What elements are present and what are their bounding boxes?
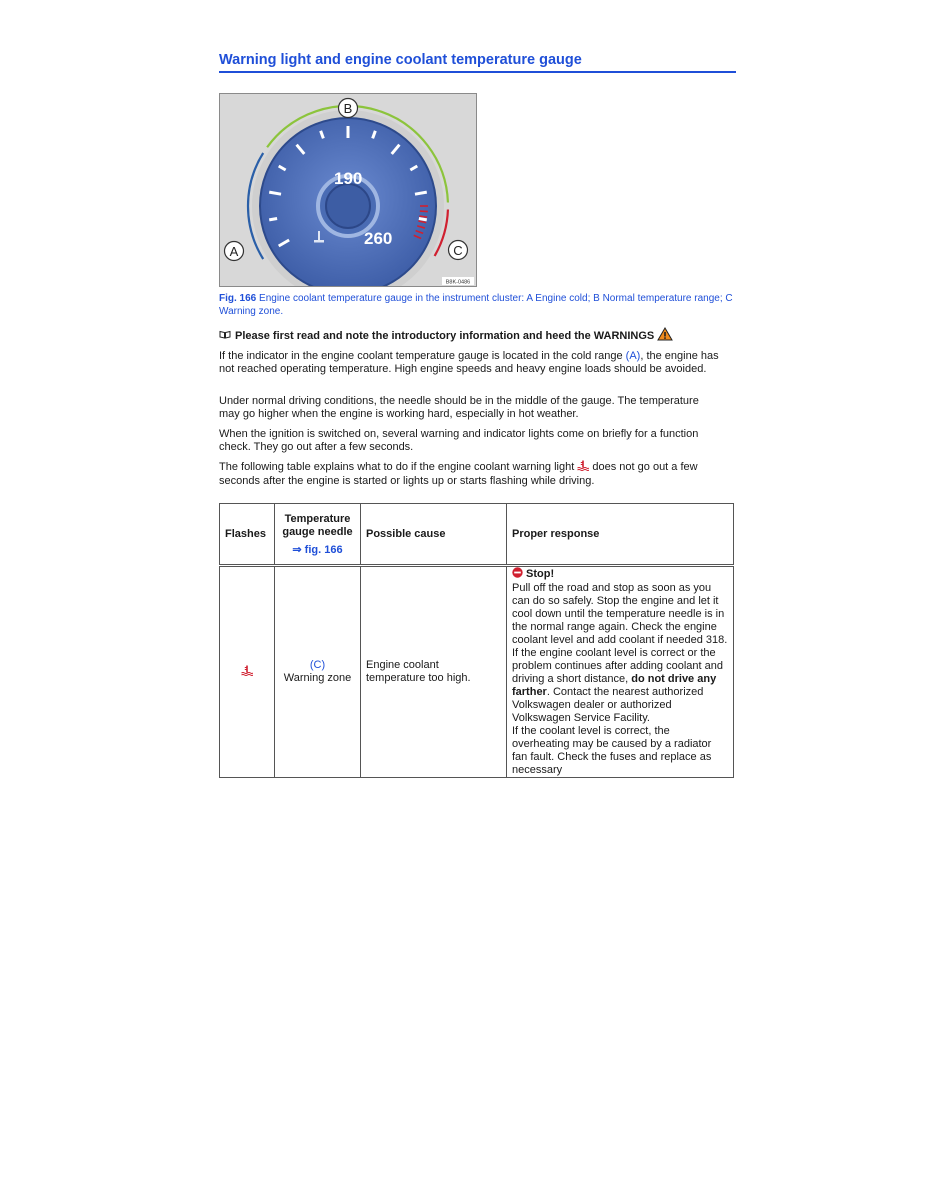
stop-label: Stop!: [526, 568, 555, 580]
response-step-1: Pull off the road and stop as soon as you can do so safely. Stop the engine and let it cool down until the temperature needle is in the normal range again. Check the engine coolant level and add coolant if needed 318.: [512, 582, 728, 646]
header-needle: [275, 504, 361, 566]
response-step-3: If the coolant level is correct, the overheating may be caused by a radiator fan fault. Check the fuses and replace as necessary: [512, 725, 712, 776]
cold-range-ref: (A): [625, 350, 641, 362]
flash-cell: [220, 566, 275, 778]
gauge-tick: [269, 192, 281, 194]
read-first-notice: [219, 327, 734, 344]
paragraph-cold-range: [219, 350, 719, 376]
response-text: If the engine coolant level is correct or the problem continues after adding coolant and driving a short distance,: [512, 647, 723, 685]
label-b: B: [343, 101, 353, 116]
table-row: [220, 566, 734, 778]
header-response: Proper response: [507, 504, 734, 566]
coolant-temperature-icon: [241, 667, 253, 679]
gauge-red-tick: [419, 216, 427, 217]
label-c: C: [453, 243, 463, 258]
header-cause: Possible cause: [361, 504, 507, 566]
response-cell: [507, 566, 734, 778]
stop-line: [512, 567, 728, 582]
header-flashes: Flashes: [220, 504, 275, 566]
caption-text: Engine coolant temperature gauge in the instrument cluster: A Engine cold; B Normal temperature range; C Warning zone.: [219, 293, 733, 317]
table-header-row: [220, 504, 734, 566]
coolant-gauge-illustration: [220, 94, 476, 286]
gauge-tick: [419, 219, 427, 220]
paragraph-text: , the engine has not reached operating temperature. High engine speeds and heavy engine loads should be avoided.: [219, 350, 719, 375]
paragraph-text: does not go out a few seconds after the engine is started or lights up or starts flashing while driving.: [219, 461, 698, 487]
figure-caption: [219, 293, 734, 318]
notice-text: Please first read and note the introductory information and heed the WARNINGS: [235, 329, 655, 342]
page-heading: Warning light and engine coolant temperature gauge: [219, 52, 736, 73]
figure-ref: Fig. 166: [219, 293, 257, 304]
response-emphasis: do not drive any farther: [512, 673, 717, 698]
stop-icon: [512, 567, 523, 582]
needle-cell: [275, 566, 361, 778]
warning-zone-ref: (C): [309, 659, 326, 671]
coolant-gauge-figure: [219, 93, 477, 287]
gauge-value-260: 260: [364, 229, 393, 248]
fig-166-link[interactable]: ⇒ fig. 166: [292, 543, 343, 556]
header-needle-line2: gauge needle: [282, 525, 353, 538]
gauge-red-tick: [420, 211, 428, 212]
label-a: A: [229, 244, 239, 259]
coolant-warning-icon: [577, 460, 589, 475]
gauge-value-190: 190: [334, 169, 363, 188]
needle-text: Warning zone: [283, 672, 352, 684]
paragraph-table-intro: [219, 460, 719, 488]
paragraph-text: If the indicator in the engine coolant temperature gauge is located in the cold range: [219, 350, 626, 362]
paragraph-text: The following table explains what to do if the engine coolant warning light: [219, 461, 578, 473]
warning-triangle-icon: [657, 327, 673, 344]
gauge-tick: [415, 192, 427, 194]
figure-code: B8K-0486: [445, 279, 471, 286]
paragraph-ignition-check: When the ignition is switched on, several warning and indicator lights come on briefly for a function check. They go out after a few seconds.: [219, 428, 699, 453]
coolant-warning-table: [219, 503, 734, 778]
response-text: . Contact the nearest authorized Volkswagen dealer or authorized Volkswagen Service Facility.: [512, 686, 704, 724]
header-needle-line1: Temperature: [284, 512, 351, 525]
response-step-2: [512, 647, 728, 725]
paragraph-normal-range: Under normal driving conditions, the needle should be in the middle of the gauge. The temperature may go higher when the engine is working hard, especially in hot weather.: [219, 395, 699, 420]
gauge-tick: [269, 219, 277, 220]
book-icon: [219, 330, 231, 342]
cause-cell: Engine coolant temperature too high.: [361, 566, 507, 778]
